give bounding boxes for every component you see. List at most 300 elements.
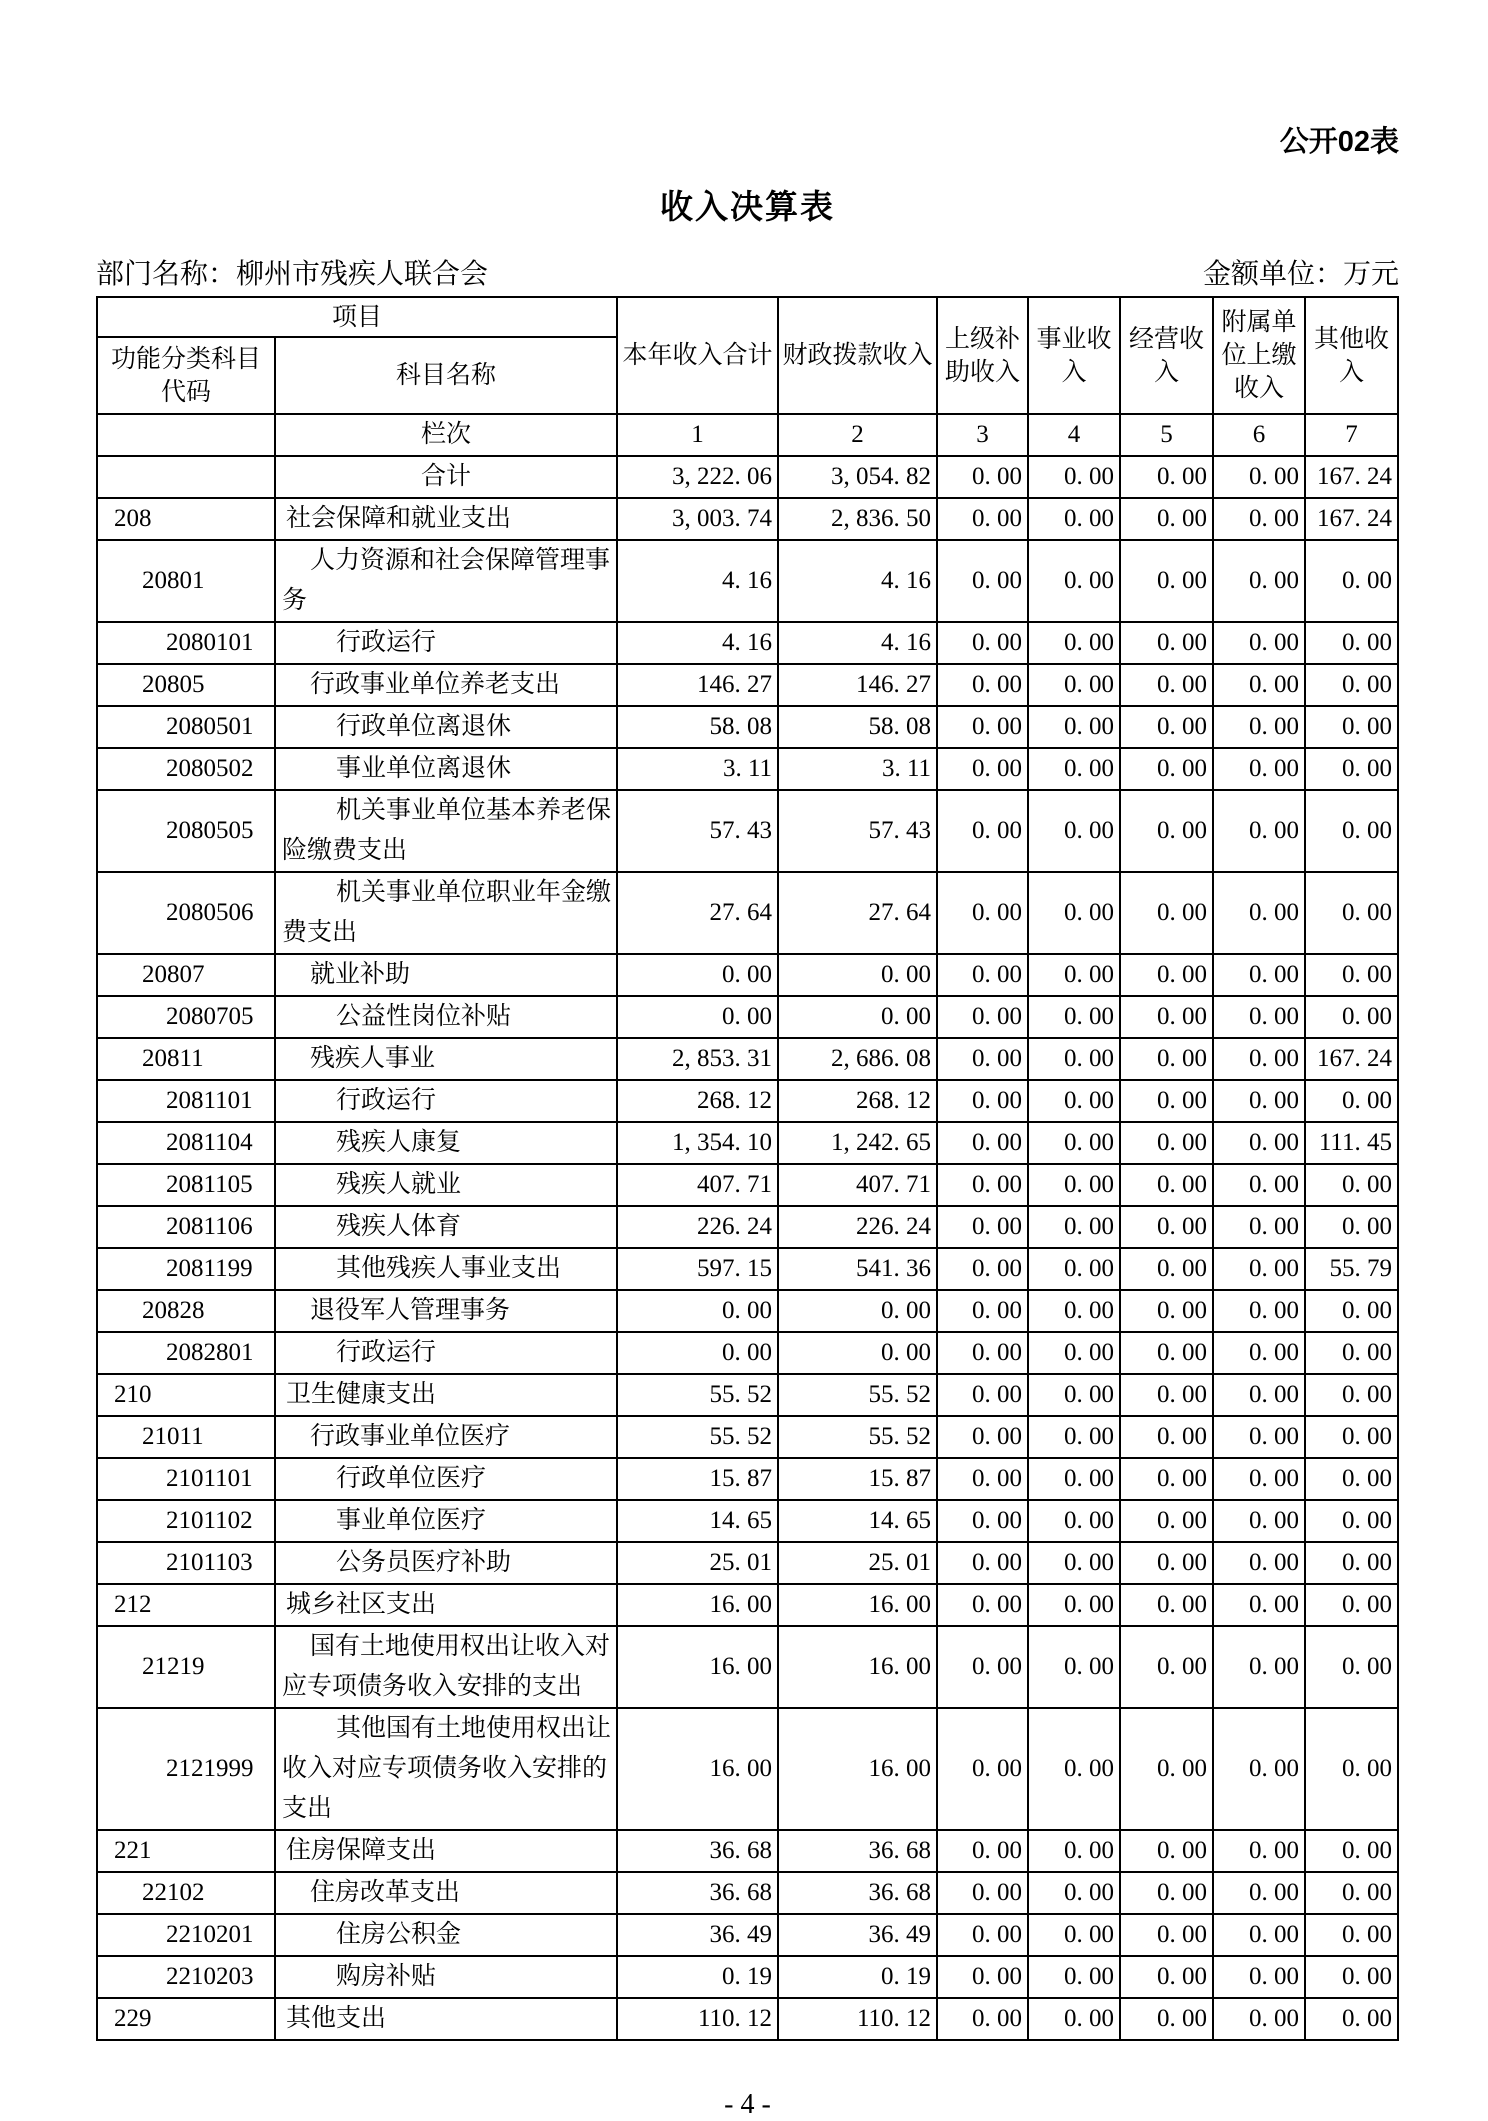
name-cell: 行政运行 (275, 1332, 617, 1374)
value-cell: 0. 00 (937, 748, 1028, 790)
code-cell: 2081106 (97, 1206, 275, 1248)
value-cell: 0. 00 (1213, 456, 1305, 498)
value-cell: 0. 00 (1120, 622, 1213, 664)
value-cell: 0. 00 (1120, 1956, 1213, 1998)
value-cell: 0. 00 (1028, 1998, 1120, 2040)
value-cell: 14. 65 (617, 1500, 778, 1542)
value-cell: 57. 43 (617, 790, 778, 872)
value-cell: 110. 12 (617, 1998, 778, 2040)
value-cell: 3, 003. 74 (617, 498, 778, 540)
name-cell: 行政事业单位养老支出 (275, 664, 617, 706)
table-row (97, 1914, 1398, 1956)
col-header-affiliated-remit: 附属单位上缴收入 (1213, 297, 1305, 414)
value-cell: 0. 00 (1305, 1584, 1398, 1626)
table-row (97, 1164, 1398, 1206)
value-cell: 55. 79 (1305, 1248, 1398, 1290)
value-cell: 0. 00 (1028, 1206, 1120, 1248)
code-cell: 2081199 (97, 1248, 275, 1290)
code-cell: 2101101 (97, 1458, 275, 1500)
value-cell: 0. 00 (1213, 1248, 1305, 1290)
code-cell: 2101103 (97, 1542, 275, 1584)
value-cell: 2, 686. 08 (778, 1038, 937, 1080)
value-cell: 0. 00 (1120, 1248, 1213, 1290)
value-cell: 0. 00 (937, 1416, 1028, 1458)
value-cell: 0. 00 (1305, 1542, 1398, 1584)
code-cell: 2082801 (97, 1332, 275, 1374)
value-cell: 0. 00 (1305, 1998, 1398, 2040)
value-cell: 597. 15 (617, 1248, 778, 1290)
col-header-operating-income: 经营收入 (1120, 297, 1213, 414)
value-cell: 0. 00 (1028, 1708, 1120, 1830)
value-cell: 0. 00 (1120, 456, 1213, 498)
colindex-empty-cell (97, 414, 275, 456)
value-cell: 0. 00 (1213, 1872, 1305, 1914)
name-cell: 残疾人事业 (275, 1038, 617, 1080)
code-cell: 2081104 (97, 1122, 275, 1164)
value-cell: 541. 36 (778, 1248, 937, 1290)
value-cell: 0. 00 (1028, 456, 1120, 498)
value-cell: 0. 00 (617, 1290, 778, 1332)
value-cell: 0. 00 (617, 1332, 778, 1374)
value-cell: 0. 00 (1120, 996, 1213, 1038)
value-cell: 0. 00 (1213, 1830, 1305, 1872)
value-cell: 0. 00 (1213, 1080, 1305, 1122)
value-cell: 0. 00 (1028, 1416, 1120, 1458)
name-cell: 残疾人康复 (275, 1122, 617, 1164)
page-number: - 4 - (724, 2089, 771, 2120)
table-row (97, 1872, 1398, 1914)
table-row (97, 1500, 1398, 1542)
value-cell: 0. 00 (1120, 664, 1213, 706)
value-cell: 0. 00 (937, 1956, 1028, 1998)
value-cell: 0. 00 (1305, 1914, 1398, 1956)
value-cell: 36. 49 (778, 1914, 937, 1956)
value-cell: 0. 00 (937, 1998, 1028, 2040)
value-cell: 0. 00 (1305, 748, 1398, 790)
value-cell: 0. 19 (617, 1956, 778, 1998)
value-cell: 0. 00 (937, 540, 1028, 622)
colindex-cell: 7 (1305, 414, 1398, 456)
code-cell: 229 (97, 1998, 275, 2040)
value-cell: 0. 00 (1213, 1626, 1305, 1708)
value-cell: 0. 00 (1305, 664, 1398, 706)
name-cell: 行政运行 (275, 622, 617, 664)
table-row (97, 1332, 1398, 1374)
value-cell: 0. 00 (1305, 1956, 1398, 1998)
value-cell: 55. 52 (778, 1374, 937, 1416)
value-cell: 0. 00 (937, 1332, 1028, 1374)
value-cell: 36. 68 (778, 1872, 937, 1914)
table-row (97, 1830, 1398, 1872)
code-cell: 2080505 (97, 790, 275, 872)
name-cell: 事业单位离退休 (275, 748, 617, 790)
value-cell: 0. 00 (1120, 1708, 1213, 1830)
value-cell: 58. 08 (617, 706, 778, 748)
value-cell: 0. 00 (937, 954, 1028, 996)
value-cell: 0. 00 (1305, 1708, 1398, 1830)
value-cell: 0. 00 (1028, 954, 1120, 996)
value-cell: 226. 24 (778, 1206, 937, 1248)
value-cell: 0. 00 (1120, 1080, 1213, 1122)
value-cell: 0. 00 (1213, 1122, 1305, 1164)
value-cell: 0. 00 (937, 1080, 1028, 1122)
value-cell: 0. 00 (1120, 790, 1213, 872)
value-cell: 0. 00 (1028, 1080, 1120, 1122)
table-row (97, 1080, 1398, 1122)
value-cell: 0. 00 (778, 1290, 937, 1332)
name-cell: 其他支出 (275, 1998, 617, 2040)
table-row (97, 790, 1398, 872)
value-cell: 0. 00 (1213, 1708, 1305, 1830)
value-cell: 0. 00 (1305, 1458, 1398, 1500)
value-cell: 4. 16 (617, 540, 778, 622)
value-cell: 3. 11 (778, 748, 937, 790)
code-cell: 2080101 (97, 622, 275, 664)
table-row (97, 996, 1398, 1038)
value-cell: 16. 00 (778, 1584, 937, 1626)
value-cell: 0. 00 (937, 1542, 1028, 1584)
value-cell: 0. 00 (1028, 1830, 1120, 1872)
table-row (97, 1038, 1398, 1080)
value-cell: 0. 00 (937, 996, 1028, 1038)
name-cell: 行政事业单位医疗 (275, 1416, 617, 1458)
value-cell: 55. 52 (778, 1416, 937, 1458)
value-cell: 0. 00 (1120, 1332, 1213, 1374)
value-cell: 226. 24 (617, 1206, 778, 1248)
value-cell: 0. 00 (1120, 1584, 1213, 1626)
code-cell: 20828 (97, 1290, 275, 1332)
value-cell: 0. 00 (1213, 1584, 1305, 1626)
table-row (97, 748, 1398, 790)
value-cell: 0. 00 (1028, 622, 1120, 664)
value-cell: 0. 00 (1213, 498, 1305, 540)
value-cell: 0. 00 (1028, 1914, 1120, 1956)
value-cell: 268. 12 (617, 1080, 778, 1122)
table-row (97, 622, 1398, 664)
col-header-fiscal-appropriation: 财政拨款收入 (778, 297, 937, 414)
name-cell: 社会保障和就业支出 (275, 498, 617, 540)
value-cell: 36. 68 (617, 1830, 778, 1872)
name-cell: 残疾人体育 (275, 1206, 617, 1248)
value-cell: 0. 00 (1120, 1626, 1213, 1708)
value-cell: 0. 00 (1213, 1038, 1305, 1080)
value-cell: 1, 242. 65 (778, 1122, 937, 1164)
table-row (97, 1708, 1398, 1830)
value-cell: 0. 00 (1305, 622, 1398, 664)
value-cell: 0. 00 (1028, 790, 1120, 872)
value-cell: 0. 00 (937, 1914, 1028, 1956)
table-row (97, 1374, 1398, 1416)
name-cell: 行政单位医疗 (275, 1458, 617, 1500)
value-cell: 0. 00 (1213, 1164, 1305, 1206)
value-cell: 0. 00 (1213, 1290, 1305, 1332)
page-title: 收入决算表 (660, 188, 835, 225)
value-cell: 407. 71 (617, 1164, 778, 1206)
table-row (97, 1956, 1398, 1998)
value-cell: 0. 00 (1213, 664, 1305, 706)
table-row (97, 1458, 1398, 1500)
name-cell: 残疾人就业 (275, 1164, 617, 1206)
value-cell: 0. 00 (1120, 1164, 1213, 1206)
code-cell: 208 (97, 498, 275, 540)
code-cell: 2080705 (97, 996, 275, 1038)
code-cell: 2210203 (97, 1956, 275, 1998)
name-cell: 行政单位离退休 (275, 706, 617, 748)
code-cell: 21219 (97, 1626, 275, 1708)
value-cell: 0. 00 (1120, 1206, 1213, 1248)
code-cell: 21011 (97, 1416, 275, 1458)
code-cell (97, 456, 275, 498)
colindex-cell: 2 (778, 414, 937, 456)
value-cell: 0. 00 (1028, 1626, 1120, 1708)
value-cell: 0. 00 (1213, 1458, 1305, 1500)
value-cell: 0. 00 (937, 1164, 1028, 1206)
table-row (97, 872, 1398, 954)
name-cell: 人力资源和社会保障管理事务 (275, 540, 617, 622)
value-cell: 4. 16 (778, 540, 937, 622)
value-cell: 0. 00 (937, 706, 1028, 748)
value-cell: 268. 12 (778, 1080, 937, 1122)
colindex-cell: 3 (937, 414, 1028, 456)
table-row (97, 1542, 1398, 1584)
value-cell: 0. 00 (1120, 1500, 1213, 1542)
value-cell: 3, 222. 06 (617, 456, 778, 498)
value-cell: 0. 00 (937, 1872, 1028, 1914)
col-header-superior-subsidy: 上级补助收入 (937, 297, 1028, 414)
value-cell: 15. 87 (617, 1458, 778, 1500)
name-cell: 其他国有土地使用权出让收入对应专项债务收入安排的支出 (275, 1708, 617, 1830)
value-cell: 0. 00 (1028, 1332, 1120, 1374)
value-cell: 0. 00 (1213, 1914, 1305, 1956)
revenue-table (96, 296, 1399, 2041)
name-cell: 行政运行 (275, 1080, 617, 1122)
name-header: 科目名称 (275, 337, 617, 414)
value-cell: 2, 853. 31 (617, 1038, 778, 1080)
value-cell: 16. 00 (617, 1626, 778, 1708)
name-cell: 卫生健康支出 (275, 1374, 617, 1416)
value-cell: 0. 00 (1305, 790, 1398, 872)
table-row (97, 1290, 1398, 1332)
col-header-other-income: 其他收入 (1305, 297, 1398, 414)
value-cell: 25. 01 (778, 1542, 937, 1584)
value-cell: 3. 11 (617, 748, 778, 790)
name-cell: 其他残疾人事业支出 (275, 1248, 617, 1290)
name-cell: 机关事业单位职业年金缴费支出 (275, 872, 617, 954)
value-cell: 16. 00 (778, 1626, 937, 1708)
colindex-label: 栏次 (275, 414, 617, 456)
name-cell: 合计 (275, 456, 617, 498)
value-cell: 0. 00 (1120, 706, 1213, 748)
value-cell: 0. 00 (937, 456, 1028, 498)
code-cell: 20811 (97, 1038, 275, 1080)
amount-unit: 金额单位：万元 (1202, 259, 1399, 290)
value-cell: 0. 00 (1305, 1872, 1398, 1914)
value-cell: 0. 00 (1213, 954, 1305, 996)
value-cell: 0. 00 (1028, 1038, 1120, 1080)
value-cell: 0. 00 (1028, 540, 1120, 622)
value-cell: 0. 00 (1305, 1332, 1398, 1374)
value-cell: 167. 24 (1305, 498, 1398, 540)
value-cell: 0. 00 (937, 1206, 1028, 1248)
value-cell: 0. 00 (1305, 1626, 1398, 1708)
value-cell: 0. 00 (1120, 748, 1213, 790)
value-cell: 0. 00 (937, 1122, 1028, 1164)
code-cell: 2210201 (97, 1914, 275, 1956)
table-row (97, 498, 1398, 540)
value-cell: 0. 00 (1305, 1206, 1398, 1248)
value-cell: 0. 00 (1120, 540, 1213, 622)
value-cell: 4. 16 (617, 622, 778, 664)
value-cell: 0. 00 (1028, 706, 1120, 748)
name-cell: 住房改革支出 (275, 1872, 617, 1914)
value-cell: 0. 00 (1120, 498, 1213, 540)
value-cell: 0. 00 (1213, 790, 1305, 872)
value-cell: 0. 00 (1213, 706, 1305, 748)
value-cell: 0. 00 (1028, 872, 1120, 954)
table-row (97, 1248, 1398, 1290)
value-cell: 0. 00 (1120, 1290, 1213, 1332)
value-cell: 111. 45 (1305, 1122, 1398, 1164)
value-cell: 0. 19 (778, 1956, 937, 1998)
value-cell: 0. 00 (1028, 1122, 1120, 1164)
name-cell: 住房保障支出 (275, 1830, 617, 1872)
value-cell: 0. 00 (1120, 1830, 1213, 1872)
value-cell: 0. 00 (1028, 1164, 1120, 1206)
table-header (97, 297, 1398, 456)
value-cell: 0. 00 (1213, 1332, 1305, 1374)
value-cell: 0. 00 (937, 1038, 1028, 1080)
value-cell: 16. 00 (778, 1708, 937, 1830)
department-name: 部门名称：柳州市残疾人联合会 (96, 259, 489, 290)
value-cell: 0. 00 (1120, 872, 1213, 954)
value-cell: 27. 64 (617, 872, 778, 954)
col-header-total-income: 本年收入合计 (617, 297, 778, 414)
value-cell: 0. 00 (1120, 1038, 1213, 1080)
value-cell: 0. 00 (1120, 1998, 1213, 2040)
table-row (97, 1122, 1398, 1164)
value-cell: 0. 00 (937, 664, 1028, 706)
value-cell: 0. 00 (1028, 1374, 1120, 1416)
value-cell: 0. 00 (617, 996, 778, 1038)
value-cell: 0. 00 (937, 1626, 1028, 1708)
value-cell: 0. 00 (778, 996, 937, 1038)
value-cell: 0. 00 (1028, 1872, 1120, 1914)
value-cell: 36. 49 (617, 1914, 778, 1956)
value-cell: 0. 00 (1120, 1122, 1213, 1164)
col-header-business-income: 事业收入 (1028, 297, 1120, 414)
value-cell: 0. 00 (937, 1374, 1028, 1416)
name-cell: 购房补贴 (275, 1956, 617, 1998)
table-row (97, 456, 1398, 498)
code-cell: 2080502 (97, 748, 275, 790)
code-cell: 210 (97, 1374, 275, 1416)
code-cell: 2081101 (97, 1080, 275, 1122)
meta-row (96, 259, 1399, 291)
name-cell: 机关事业单位基本养老保险缴费支出 (275, 790, 617, 872)
value-cell: 0. 00 (1213, 540, 1305, 622)
code-cell: 22102 (97, 1872, 275, 1914)
value-cell: 0. 00 (1305, 540, 1398, 622)
code-cell: 221 (97, 1830, 275, 1872)
value-cell: 1, 354. 10 (617, 1122, 778, 1164)
value-cell: 0. 00 (1213, 872, 1305, 954)
value-cell: 0. 00 (1213, 1206, 1305, 1248)
value-cell: 0. 00 (1028, 1542, 1120, 1584)
code-header: 功能分类科目代码 (97, 337, 275, 414)
name-cell: 事业单位医疗 (275, 1500, 617, 1542)
code-cell: 212 (97, 1584, 275, 1626)
code-cell: 2080506 (97, 872, 275, 954)
colindex-cell: 5 (1120, 414, 1213, 456)
code-cell: 20801 (97, 540, 275, 622)
value-cell: 0. 00 (937, 1830, 1028, 1872)
value-cell: 0. 00 (1028, 498, 1120, 540)
value-cell: 0. 00 (1305, 872, 1398, 954)
value-cell: 0. 00 (937, 1708, 1028, 1830)
value-cell: 0. 00 (1305, 1500, 1398, 1542)
value-cell: 0. 00 (937, 1290, 1028, 1332)
value-cell: 0. 00 (1213, 622, 1305, 664)
table-row (97, 1584, 1398, 1626)
value-cell: 0. 00 (1120, 1374, 1213, 1416)
value-cell: 0. 00 (1028, 1458, 1120, 1500)
table-row (97, 954, 1398, 996)
value-cell: 0. 00 (1213, 1416, 1305, 1458)
colindex-row (97, 414, 1398, 456)
value-cell: 146. 27 (778, 664, 937, 706)
value-cell: 0. 00 (1028, 996, 1120, 1038)
item-header: 项目 (97, 297, 617, 337)
value-cell: 0. 00 (1305, 1080, 1398, 1122)
value-cell: 0. 00 (1120, 1416, 1213, 1458)
value-cell: 0. 00 (937, 872, 1028, 954)
value-cell: 0. 00 (1213, 1500, 1305, 1542)
table-body (97, 456, 1398, 2040)
value-cell: 0. 00 (1120, 1542, 1213, 1584)
name-cell: 城乡社区支出 (275, 1584, 617, 1626)
value-cell: 3, 054. 82 (778, 456, 937, 498)
code-cell: 2101102 (97, 1500, 275, 1542)
value-cell: 0. 00 (1305, 954, 1398, 996)
value-cell: 36. 68 (617, 1872, 778, 1914)
value-cell: 0. 00 (1028, 1956, 1120, 1998)
value-cell: 0. 00 (1213, 1374, 1305, 1416)
code-cell: 20807 (97, 954, 275, 996)
value-cell: 58. 08 (778, 706, 937, 748)
code-cell: 2081105 (97, 1164, 275, 1206)
name-cell: 住房公积金 (275, 1914, 617, 1956)
table-row (97, 1998, 1398, 2040)
value-cell: 0. 00 (1305, 706, 1398, 748)
value-cell: 0. 00 (1213, 1998, 1305, 2040)
value-cell: 0. 00 (1120, 1458, 1213, 1500)
value-cell: 0. 00 (1028, 1290, 1120, 1332)
value-cell: 0. 00 (617, 954, 778, 996)
table-row (97, 540, 1398, 622)
form-code-label: 公开02表 (1279, 126, 1399, 158)
value-cell: 16. 00 (617, 1708, 778, 1830)
code-cell: 20805 (97, 664, 275, 706)
table-row (97, 664, 1398, 706)
colindex-cell: 1 (617, 414, 778, 456)
value-cell: 57. 43 (778, 790, 937, 872)
name-cell: 公益性岗位补贴 (275, 996, 617, 1038)
value-cell: 0. 00 (937, 1248, 1028, 1290)
value-cell: 0. 00 (1028, 748, 1120, 790)
value-cell: 0. 00 (1305, 996, 1398, 1038)
value-cell: 15. 87 (778, 1458, 937, 1500)
value-cell: 110. 12 (778, 1998, 937, 2040)
